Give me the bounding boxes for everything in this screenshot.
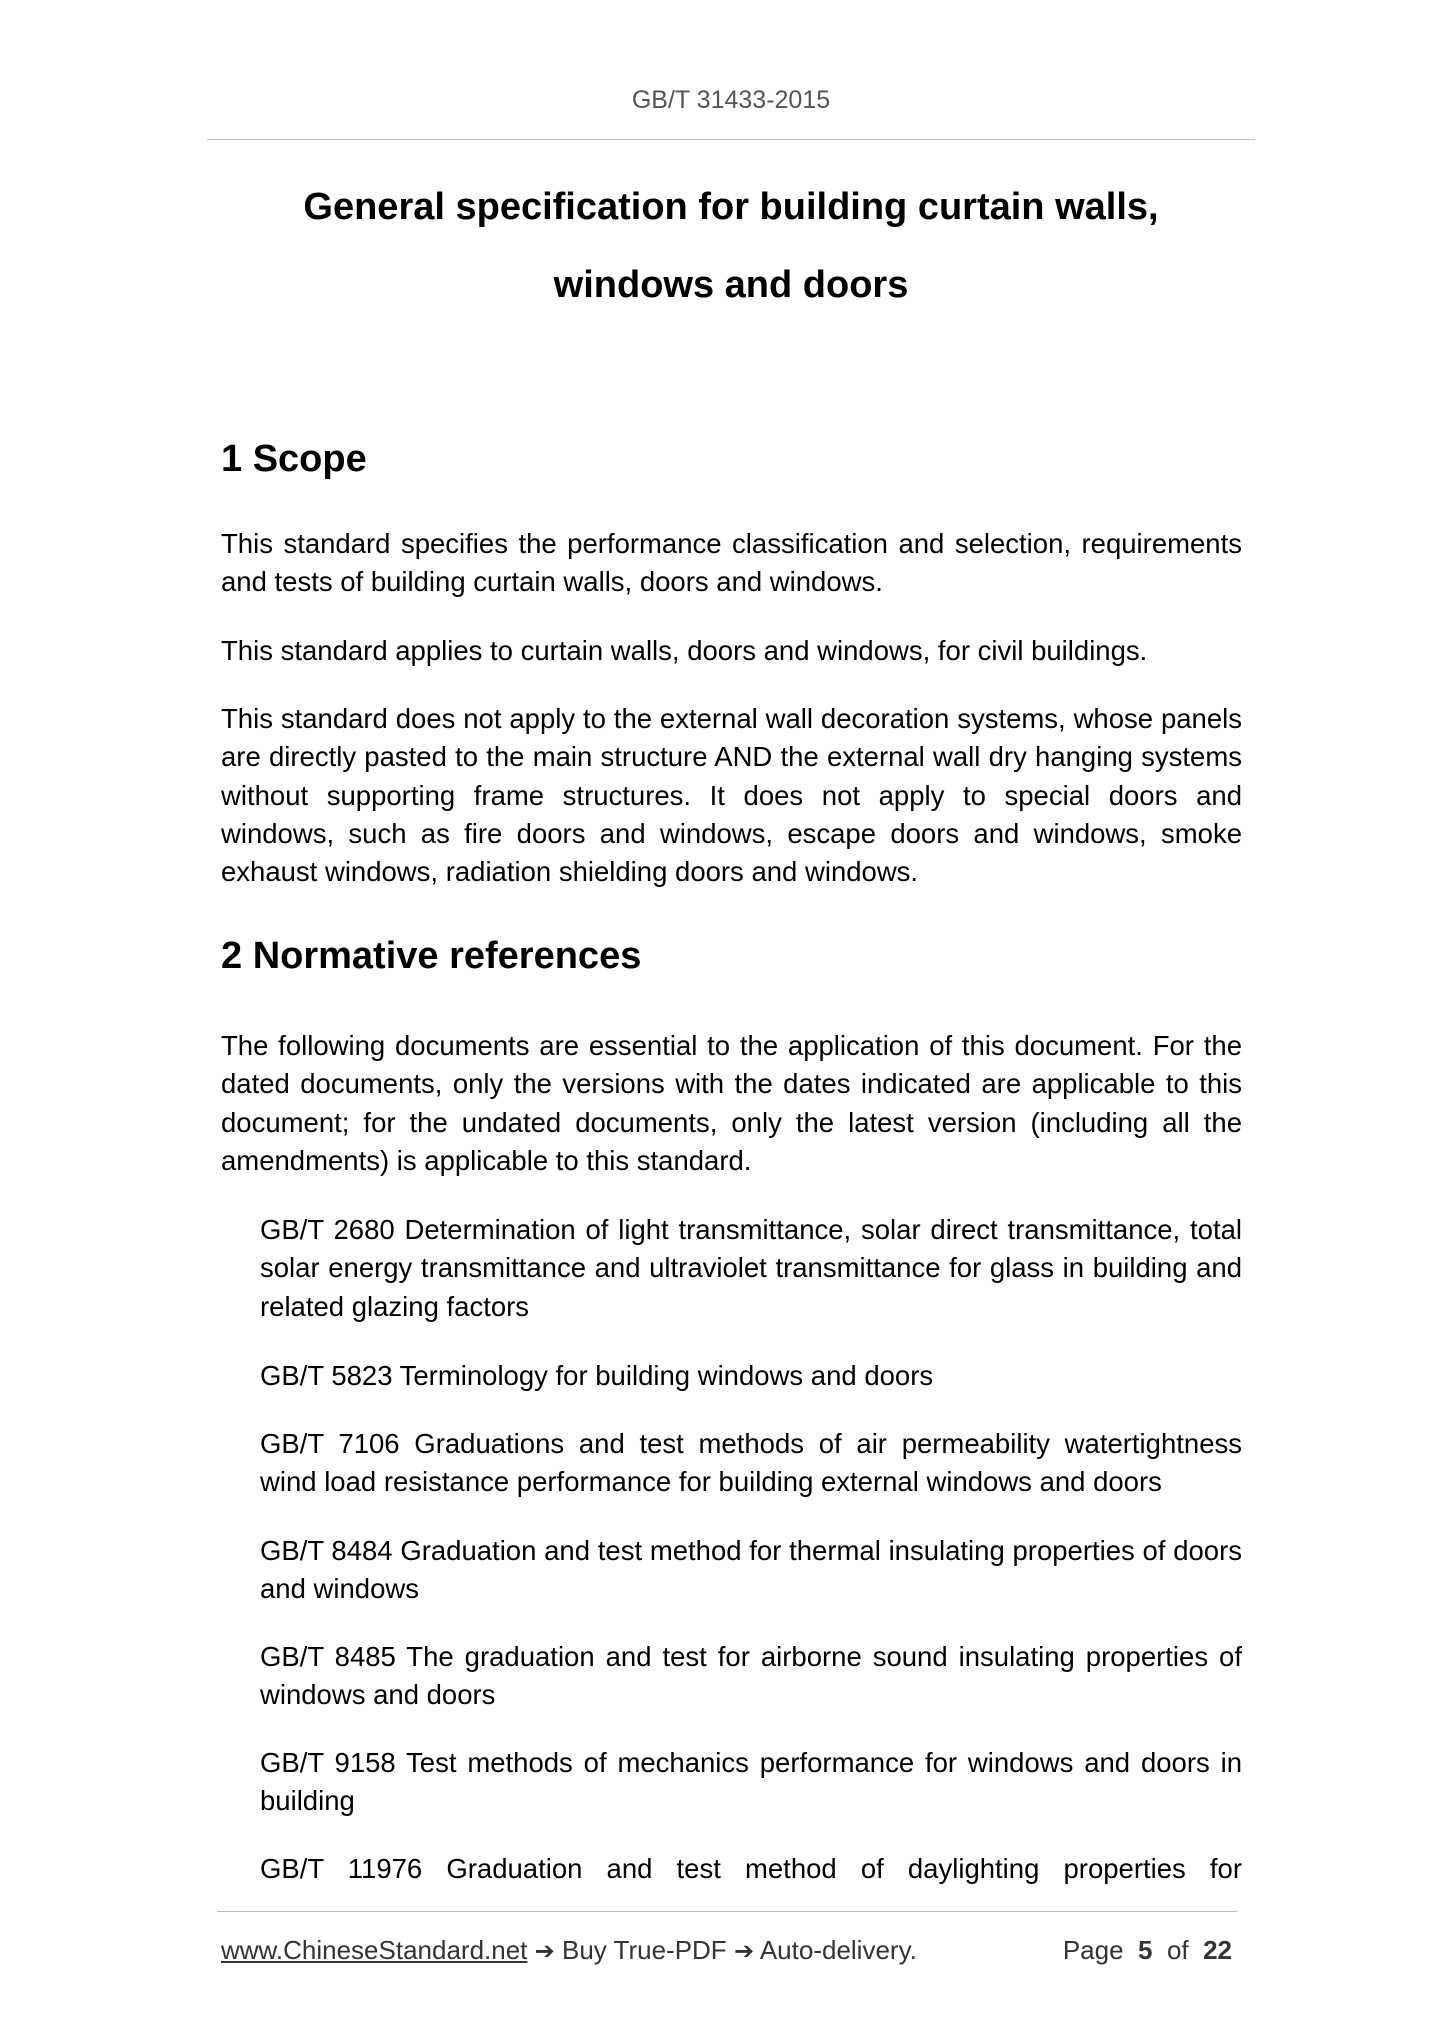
running-header: GB/T 31433-2015 bbox=[631, 86, 831, 114]
footer-delivery-text: Auto-delivery. bbox=[759, 1935, 917, 1965]
footer-divider bbox=[217, 1911, 1237, 1912]
scope-paragraph-3: This standard does not apply to the external wall decoration systems, whose panels are directly pasted to the main structure AND the external wall dry hanging systems without supporting frame structures. It does not apply to special doors and windows, such as fire doors and windows, escape doors and windows, smoke exhaust windows, radiation shielding doors and windows. bbox=[221, 703, 1242, 888]
section-heading-normative-references: 2 Normative references bbox=[221, 935, 642, 977]
arrow-right-icon: ➔ bbox=[733, 1937, 755, 1965]
footer-promo bbox=[221, 1935, 917, 1966]
reference-item: GB/T 9158 Test methods of mechanics performance for windows and doors in building bbox=[260, 1747, 1242, 1817]
document-title-line-2: windows and doors bbox=[553, 264, 909, 306]
document-title-line-1: General specification for building curtain walls, bbox=[303, 186, 1159, 228]
of-label: of bbox=[1166, 1935, 1189, 1965]
reference-item: GB/T 5823 Terminology for building windows and doors bbox=[260, 1360, 934, 1391]
header-divider bbox=[207, 139, 1255, 140]
page-number: 5 bbox=[1138, 1935, 1153, 1965]
footer-buy-text: Buy True-PDF bbox=[561, 1935, 727, 1965]
website-link[interactable]: www.ChineseStandard.net bbox=[221, 1935, 528, 1965]
scope-paragraph-1: This standard specifies the performance classification and selection, requirements and tests of building curtain walls, doors and windows. bbox=[221, 528, 1242, 598]
page-total: 22 bbox=[1203, 1935, 1232, 1965]
section-heading-scope: 1 Scope bbox=[221, 438, 367, 480]
scope-paragraph-2: This standard applies to curtain walls, doors and windows, for civil buildings. bbox=[221, 635, 1148, 666]
reference-item: GB/T 8484 Graduation and test method for thermal insulating properties of doors and windows bbox=[260, 1535, 1242, 1605]
reference-item: GB/T 2680 Determination of light transmittance, solar direct transmittance, total solar energy transmittance and ultraviolet transmittance for glass in building and related glazing factors bbox=[260, 1214, 1242, 1322]
reference-item: GB/T 8485 The graduation and test for airborne sound insulating properties of windows and doors bbox=[260, 1641, 1242, 1711]
arrow-right-icon: ➔ bbox=[534, 1937, 555, 1965]
page-indicator bbox=[1063, 1935, 1232, 1966]
references-intro-paragraph: The following documents are essential to the application of this document. For the dated documents, only the versions with the dates indicated are applicable to this document; for the undated documents, only the latest version (including all the amendments) is applicable to this standard. bbox=[221, 1030, 1242, 1176]
reference-item: GB/T 11976 Graduation and test method of daylighting properties for bbox=[260, 1853, 1242, 1884]
reference-item: GB/T 7106 Graduations and test methods of air permeability watertightness wind load resistance performance for building external windows and doors bbox=[260, 1428, 1242, 1498]
page-label: Page bbox=[1062, 1935, 1124, 1965]
